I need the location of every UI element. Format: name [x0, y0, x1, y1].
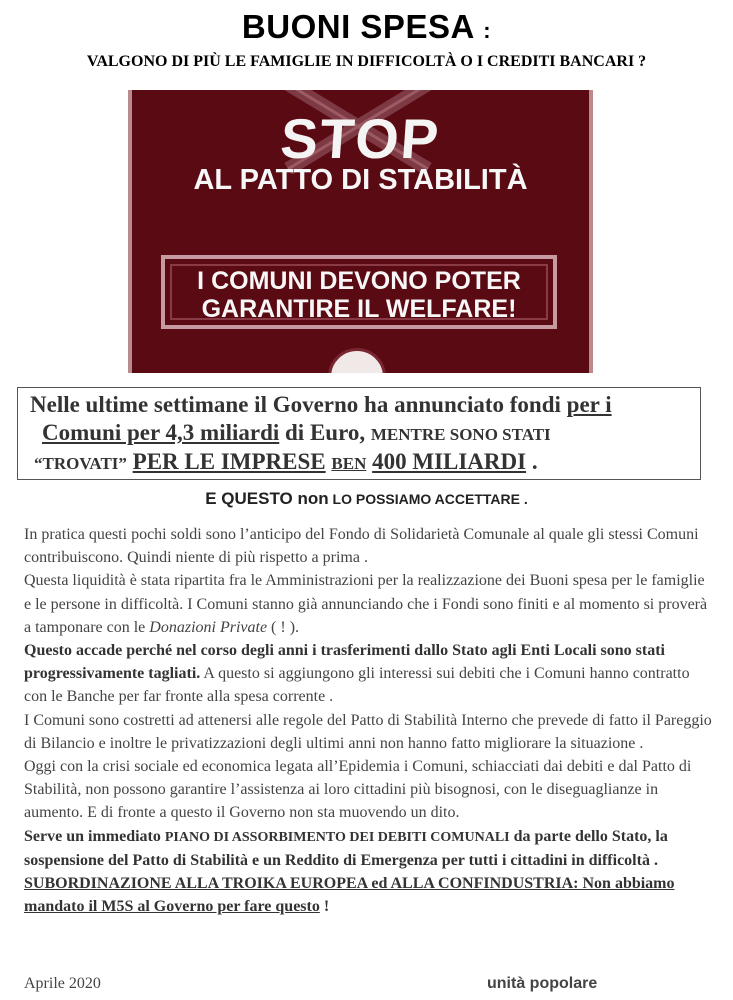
callout-caps: “TROVATI”: [34, 454, 127, 473]
title-colon: :: [483, 18, 492, 43]
banner-text: LO POSSIAMO ACCETTARE .: [328, 491, 528, 507]
callout-underlined: per i: [566, 392, 612, 417]
poster-logo-badge: [328, 348, 386, 373]
banner-text: non: [297, 489, 329, 508]
paragraph-text: Questa liquidità è stata ripartita fra le Amministrazioni per la realizzazione dei Buoni spesa per le famiglie e le persone in difficoltà. I Comuni stanno già annunciando che i Fondi sono finiti e al momento si proverà a tamponare con le: [24, 572, 708, 636]
paragraph-italic: Donazioni Private: [149, 618, 268, 636]
paragraph-1: In pratica questi pochi soldi sono l’anticipo del Fondo di Solidarietà Comunale al quale gli stessi Comuni contribuiscono. Quindi niente di più rispetto a prima .: [24, 526, 699, 567]
paragraph-bold: Serve un immediato: [24, 827, 165, 845]
paragraph-bold: da parte dello Stato, la sospensione del Patto di Stabilità e un Reddito di Emergenza per tutti i cittadini in difficoltà .: [24, 827, 668, 869]
poster-welfare-box: [161, 255, 557, 329]
page-subtitle: VALGONO DI PIÙ LE FAMIGLIE IN DIFFICOLTÀ O I CREDITI BANCARI ?: [86, 53, 647, 70]
paragraph-2: [24, 569, 714, 639]
footer-date: Aprile 2020: [24, 975, 101, 992]
paragraph-6: [24, 825, 714, 872]
callout-line-1: [30, 392, 612, 418]
footer-signature: unità popolare: [487, 975, 598, 992]
paragraph-bold: Questo accade perché nel corso degli anni i trasferimenti dallo Stato agli Enti Locali sono stati progressivamente tagliati.: [24, 642, 665, 683]
callout-text: .: [526, 449, 538, 474]
paragraph-text: A questo si aggiungono gli interessi sui debiti che i Comuni hanno contratto con le Banche per far fronte alla spesa corrente .: [24, 665, 690, 706]
callout-underlined: PER LE IMPRESE: [132, 449, 326, 474]
paragraph-5: Oggi con la crisi sociale ed economica legata all’Epidemia i Comuni, schiacciati dai debiti e dal Patto di Stabilità, non possono garantire l’assistenza ai loro cittadini più bisognosi, con le diseguaglianze in aumento. E di fronte a questo il Governo non sta muovendo un dito.: [24, 758, 692, 822]
paragraph-underlined: SUBORDINAZIONE ALLA TROIKA EUROPEA ed ALLA CONFINDUSTRIA: Non abbiamo mandato il M5S al Governo per fare questo: [24, 875, 675, 916]
poster-patto-text: AL PATTO DI STABILITÀ: [193, 164, 528, 196]
paragraph-bold: !: [319, 898, 330, 916]
callout-underlined-small: BEN: [331, 454, 367, 473]
banner-text: E QUESTO: [205, 489, 298, 508]
callout-text: di Euro,: [279, 420, 371, 445]
poster-stop-text: STOP: [278, 107, 443, 170]
paragraph-bold-caps: PIANO DI ASSORBIMENTO DEI DEBITI COMUNALI: [164, 829, 510, 845]
poster-welfare-line1: I COMUNI DEVONO POTER: [197, 267, 521, 295]
page-title: [0, 8, 733, 46]
banner-heading: [0, 489, 733, 509]
callout-line-2: [42, 420, 551, 446]
poster-welfare-text: [165, 267, 553, 323]
paragraph-4: I Comuni sono costretti ad attenersi alle regole del Patto di Stabilità Interno che prevede di fatto il Pareggio di Bilancio e inoltre le privatizzazioni degli ultimi anni non hanno fatto migliorare la situazione .: [24, 711, 712, 752]
paragraph-7: [24, 872, 714, 918]
callout-box: [17, 387, 701, 480]
poster-image: [128, 90, 593, 373]
poster-welfare-line2: GARANTIRE IL WELFARE!: [201, 295, 517, 323]
body-text: [24, 523, 714, 918]
callout-caps: MENTRE SONO STATI: [370, 425, 551, 444]
callout-underlined: Comuni per 4,3 miliardi: [42, 420, 280, 445]
paragraph-3: [24, 639, 714, 709]
callout-line-3: [34, 449, 538, 475]
callout-underlined: 400 MILIARDI: [372, 449, 527, 474]
title-text: BUONI SPESA: [241, 8, 474, 45]
callout-text: Nelle ultime settimane il Governo ha annunciato fondi: [30, 392, 567, 417]
paragraph-text: ( ! ).: [267, 618, 300, 636]
